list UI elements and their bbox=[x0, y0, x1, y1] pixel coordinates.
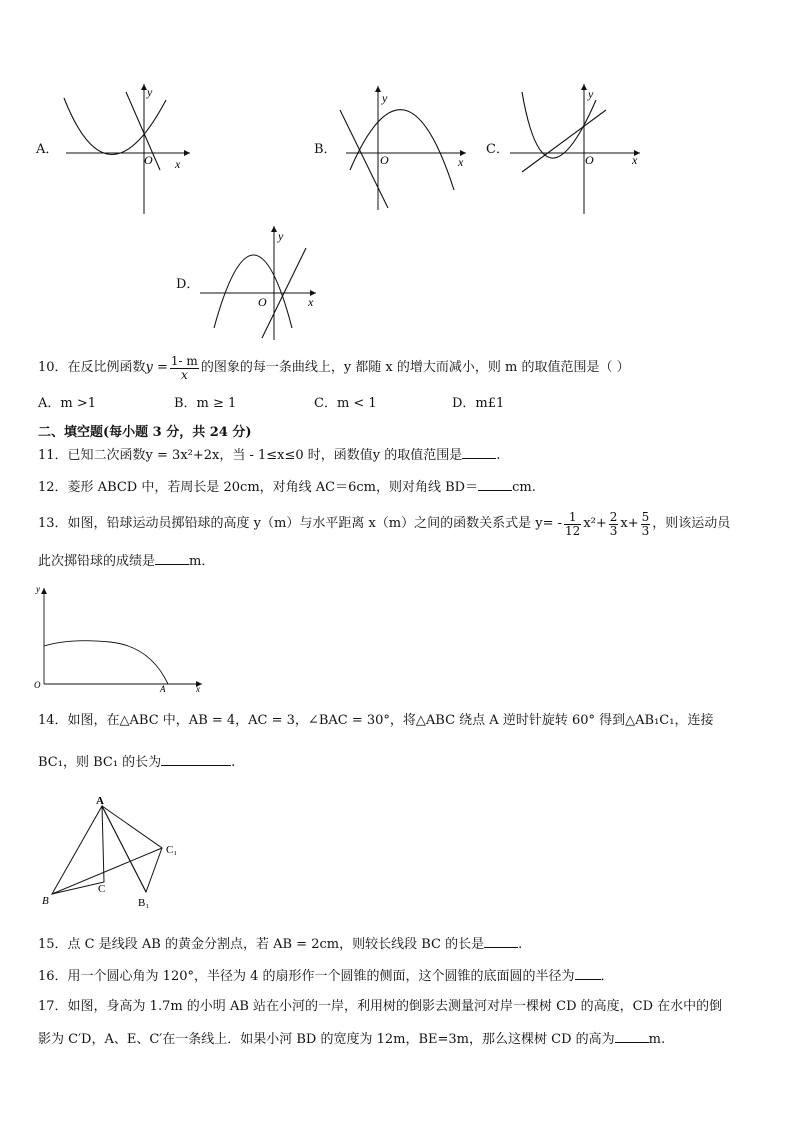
q15-answer-blank[interactable] bbox=[484, 935, 518, 948]
option-a-y-label: y bbox=[147, 85, 153, 99]
question-17-line-1: 17．如图，身高为 1.7m 的小明 AB 站在小河的一岸，利用树的倒影去测量河对岸一棵树 CD 的高度，CD 在水中的倒 bbox=[38, 999, 723, 1014]
q13-fraction-1 bbox=[564, 511, 581, 538]
question-16 bbox=[38, 967, 614, 986]
option-a-graph bbox=[30, 80, 200, 220]
q13-fig-y-label: y bbox=[36, 584, 40, 594]
q14-fig-point-b: B bbox=[42, 895, 49, 907]
option-c-x-label: x bbox=[632, 153, 638, 167]
q17-line2-end: m. bbox=[648, 1032, 666, 1047]
q13-fraction-3 bbox=[641, 511, 651, 538]
q17-line2-text: 影为 C′D，A、E、C′在一条线上．如果小河 BD 的宽度为 12m，BE=3m，那么这棵树 CD 的高为 bbox=[38, 1032, 615, 1047]
option-b-y-label: y bbox=[382, 91, 388, 105]
q10-option-d: D．m£1 bbox=[452, 396, 505, 411]
q11-end: . bbox=[496, 448, 501, 463]
q13-fig-origin: O bbox=[34, 680, 41, 690]
q12-text: 12．菱形 ABCD 中，若周长是 20cm，对角线 AC＝6cm，则对角线 BD＝ bbox=[38, 480, 479, 495]
question-14-line-2 bbox=[38, 753, 235, 772]
q10-option-c: C．m < 1 bbox=[314, 396, 377, 411]
q13-f1-num: 1 bbox=[564, 511, 581, 525]
q10-option-b: B．m ≥ 1 bbox=[174, 396, 237, 411]
q10-frac-denominator: x bbox=[180, 367, 188, 382]
q11-text: 11．已知二次函数y = 3x²+2x，当 - 1≤x≤0 时，函数值y 的取值范围是 bbox=[38, 448, 463, 463]
option-b-plot bbox=[306, 80, 476, 215]
q10-prefix: 10．在反比例函数 bbox=[38, 360, 146, 375]
q14-line2-text: BC₁，则 BC₁ 的长为 bbox=[38, 755, 162, 770]
q15-end: . bbox=[518, 937, 523, 952]
option-c-origin: O bbox=[585, 153, 594, 167]
q13-f2-num: 2 bbox=[609, 509, 618, 524]
question-15 bbox=[38, 935, 522, 954]
q13-figure bbox=[30, 580, 210, 695]
q13-f3-den: 3 bbox=[641, 523, 650, 538]
q13-f3-num: 5 bbox=[641, 509, 650, 524]
question-17-line-2 bbox=[38, 1030, 665, 1049]
q14-fig-point-c: C bbox=[98, 883, 106, 895]
q16-text: 16．用一个圆心角为 120°，半径为 4 的扇形作一个圆锥的侧面，这个圆锥的底面圆的半径为 bbox=[38, 969, 575, 984]
q13-text: 13．如图，铅球运动员掷铅球的高度 y（m）与水平距离 x（m）之间的函数关系式是 y= - bbox=[38, 516, 563, 531]
q13-line2-end: m． bbox=[189, 554, 215, 569]
question-13-line-2 bbox=[38, 552, 214, 571]
q11-answer-blank[interactable] bbox=[462, 446, 496, 459]
q13-line1-end: ，则该运动员 bbox=[652, 516, 731, 531]
q14-fig-point-a: A bbox=[96, 795, 104, 807]
q13-f1-den: 12 bbox=[565, 523, 581, 538]
section-2-heading: 二、填空题(每小题 3 分，共 24 分) bbox=[38, 425, 252, 440]
option-d-x-label: x bbox=[308, 295, 314, 309]
option-b-label: B． bbox=[314, 142, 337, 157]
option-a-origin: O bbox=[144, 153, 153, 167]
option-c-y-label: y bbox=[588, 87, 594, 101]
q15-text: 15．点 C 是线段 AB 的黄金分割点，若 AB = 2cm，则较长线段 BC 的长是 bbox=[38, 937, 485, 952]
q14-line2-end: . bbox=[231, 755, 236, 770]
option-d-plot bbox=[170, 222, 330, 342]
option-d-graph bbox=[170, 222, 330, 342]
q13-line2-text: 此次掷铅球的成绩是 bbox=[38, 554, 156, 569]
option-a-label: A． bbox=[36, 142, 59, 157]
q10-option-a: A．m >1 bbox=[38, 396, 97, 411]
option-d-y-label: y bbox=[278, 229, 284, 243]
option-b-origin: O bbox=[380, 153, 389, 167]
question-12 bbox=[38, 478, 536, 497]
q14-figure bbox=[38, 790, 188, 909]
q12-answer-blank[interactable] bbox=[478, 478, 512, 491]
q17-answer-blank[interactable] bbox=[615, 1030, 649, 1043]
option-b-x-label: x bbox=[458, 155, 464, 169]
q16-answer-blank[interactable] bbox=[575, 967, 601, 980]
q13-mid-1: x²+ bbox=[583, 516, 607, 531]
q10-fraction bbox=[170, 355, 199, 382]
option-c-plot bbox=[480, 80, 650, 220]
option-d-label: D． bbox=[176, 277, 200, 292]
option-a-x-label: x bbox=[175, 157, 181, 171]
q12-end: cm. bbox=[512, 480, 536, 495]
q16-end: ． bbox=[600, 969, 614, 984]
question-10 bbox=[38, 350, 630, 386]
question-13-line-1 bbox=[38, 506, 730, 542]
option-b-graph bbox=[306, 80, 476, 215]
q13-fig-point-a: A bbox=[160, 684, 166, 694]
q10-suffix: 的图象的每一条曲线上，y 都随 x 的增大而减小，则 m 的取值范围是（ ） bbox=[200, 360, 630, 375]
question-11 bbox=[38, 446, 500, 465]
q13-f2-den: 3 bbox=[609, 523, 618, 538]
q13-mid-2: x+ bbox=[620, 516, 639, 531]
option-c-graph bbox=[480, 80, 650, 220]
q10-frac-numerator: 1- m bbox=[170, 353, 198, 368]
q14-fig-point-c1: C₁ bbox=[166, 844, 178, 856]
option-d-origin: O bbox=[258, 295, 267, 309]
q14-answer-blank[interactable] bbox=[161, 753, 231, 766]
q13-fraction-2 bbox=[609, 511, 619, 538]
q14-fig-point-b1: B₁ bbox=[138, 897, 150, 909]
question-14-line-1: 14．如图，在△ABC 中，AB = 4，AC = 3，∠BAC = 30°，将△ABC 绕点 A 逆时针旋转 60° 得到△AB₁C₁，连接 bbox=[38, 713, 714, 728]
q10-func-y: y = bbox=[145, 360, 168, 375]
q13-answer-blank[interactable] bbox=[155, 552, 189, 565]
option-c-label: C． bbox=[486, 142, 509, 157]
q13-fig-x-label: x bbox=[196, 684, 200, 694]
option-a-plot bbox=[30, 80, 200, 220]
